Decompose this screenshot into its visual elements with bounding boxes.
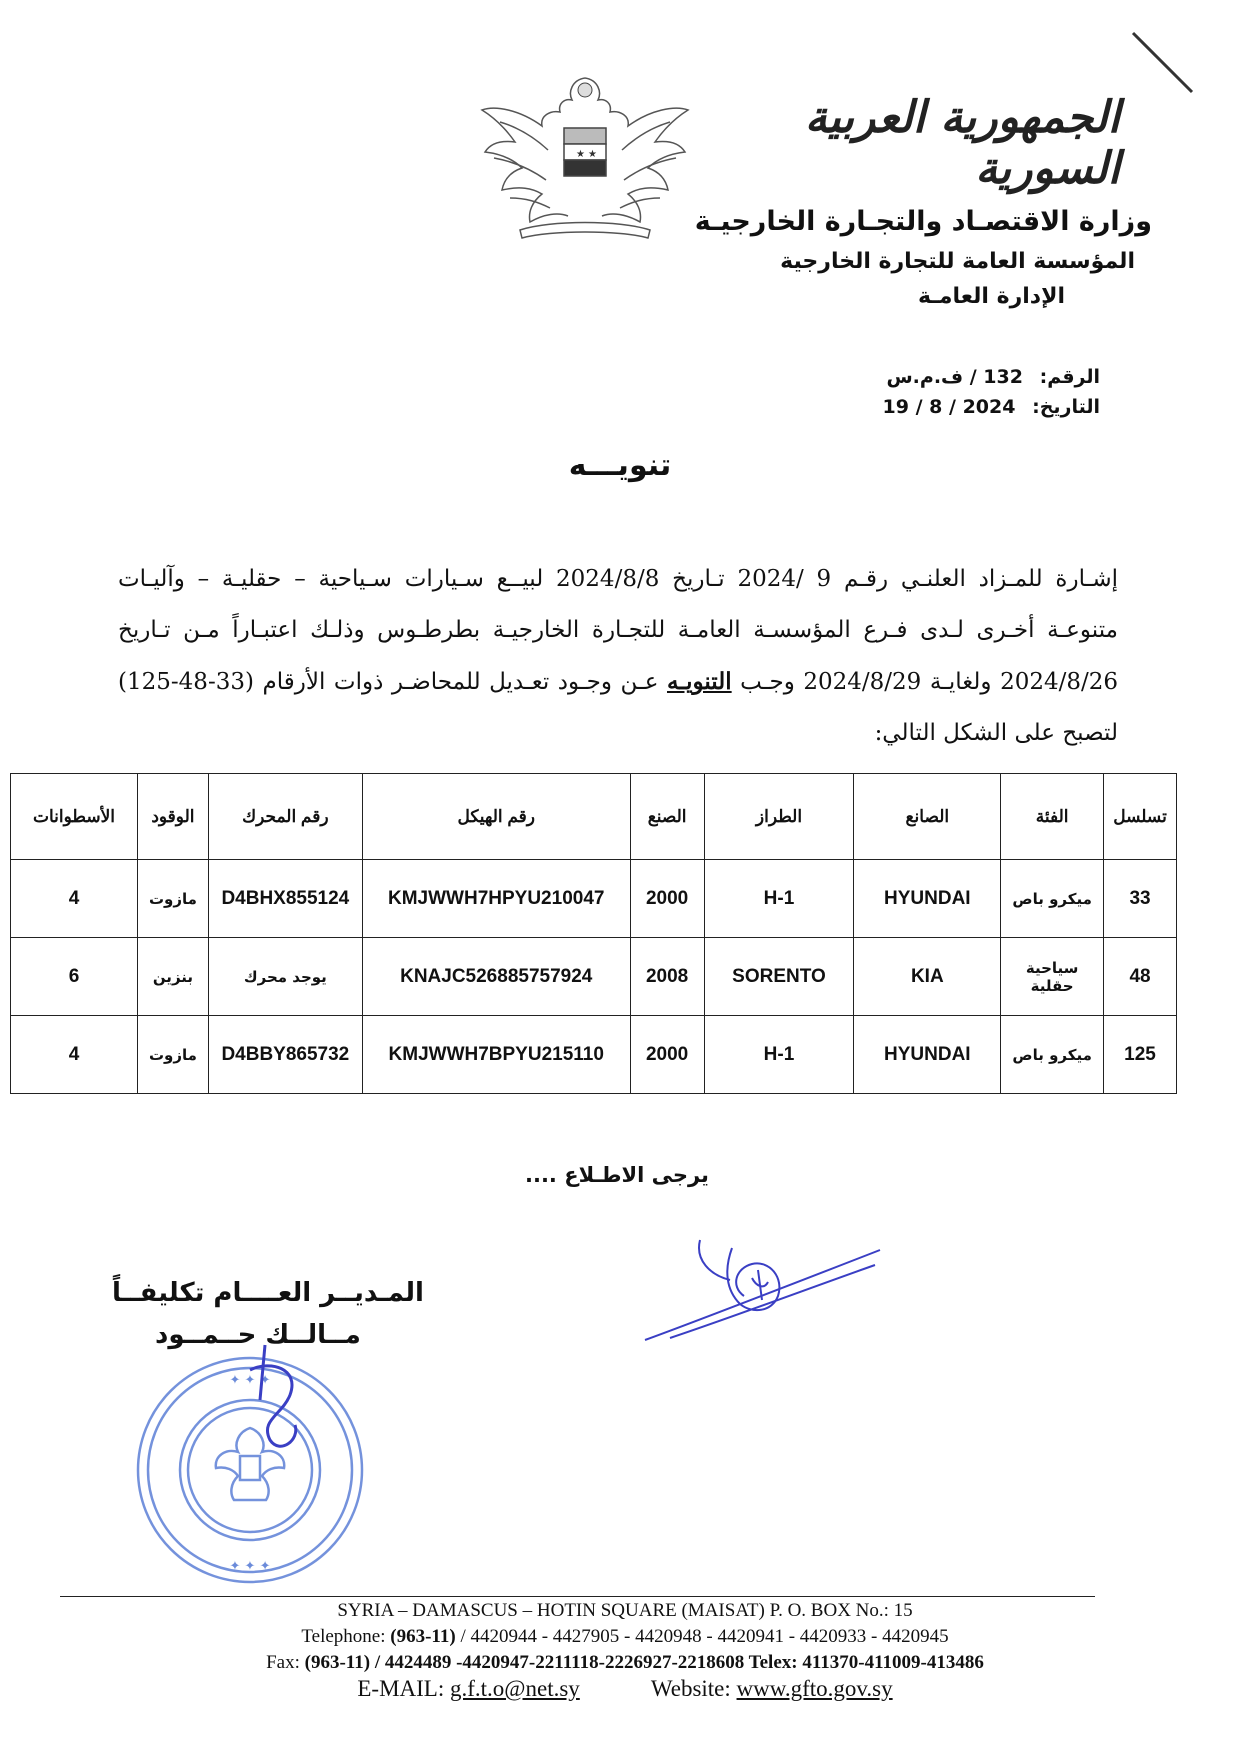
cell-chassis-number: KMJWWH7BPYU215110 (362, 1016, 630, 1094)
header-engine-number: رقم المحرك (208, 774, 362, 860)
body-text-part2: عـن وجـود تعـديل للمحاضـر ذوات الأرقام (33-48-125) لتصبح على الشكل التالي: (118, 669, 1118, 746)
closing-note: يرجى الاطـلاع .... (525, 1163, 709, 1187)
header-chassis-number: رقم الهيكل (362, 774, 630, 860)
table-row (11, 1016, 1177, 1094)
body-highlight: التنويـه (667, 668, 732, 695)
syrian-eagle-emblem (480, 70, 690, 245)
cell-cylinders: 4 (11, 1016, 138, 1094)
header-year: الصنع (630, 774, 704, 860)
cell-chassis-number: KMJWWH7HPYU210047 (362, 860, 630, 938)
email-link[interactable]: g.f.t.o@net.sy (450, 1676, 580, 1701)
cell-fuel: مازوت (137, 1016, 208, 1094)
telephone-code: (963-11) (390, 1626, 456, 1647)
signatory-name: مــالــك حــمــود (155, 1320, 361, 1350)
fax-code: (963-11) (304, 1652, 371, 1673)
telephone-numbers: / 4420944 - 4427905 - 4420948 - 4420941 - 4420933 - 4420945 (455, 1626, 949, 1647)
footer-contact (60, 1676, 1190, 1702)
cell-serial: 33 (1104, 860, 1177, 938)
reference-number-value: 132 / ف.م.س (886, 366, 1023, 388)
footer-address: SYRIA – DAMASCUS – HOTIN SQUARE (MAISAT) P. O. BOX No.: 15 (337, 1600, 913, 1621)
cell-model: SORENTO (704, 938, 854, 1016)
signatory-title: المـديــر العــــام تكليفــاً (112, 1278, 424, 1308)
svg-text:★: ★ (588, 149, 597, 160)
footer-fax (60, 1652, 1190, 1674)
cell-category: ميكرو باص (1001, 1016, 1104, 1094)
cell-chassis-number: KNAJC526885757924 (362, 938, 630, 1016)
cell-engine-number: D4BHX855124 (208, 860, 362, 938)
table-header-row (11, 774, 1177, 860)
header-cylinders: الأسطوانات (11, 774, 138, 860)
reference-number-label: الرقم: (1039, 366, 1100, 388)
body-paragraph (118, 554, 1118, 759)
header-fuel: الوقود (137, 774, 208, 860)
table-row (11, 938, 1177, 1016)
reference-date-label: التاريخ: (1032, 396, 1100, 418)
vehicles-table (10, 773, 1177, 1094)
table-row (11, 860, 1177, 938)
cell-serial: 125 (1104, 1016, 1177, 1094)
cell-serial: 48 (1104, 938, 1177, 1016)
website-label: Website: (650, 1676, 737, 1701)
cell-year: 2000 (630, 860, 704, 938)
cell-category: ميكرو باص (1001, 860, 1104, 938)
signatory-pen-stroke (230, 1340, 320, 1460)
svg-text:★: ★ (576, 149, 585, 160)
reference-number-line (883, 362, 1100, 392)
republic-title: الجمهورية العربية السورية (804, 92, 1120, 194)
cell-manufacturer: HYUNDAI (854, 860, 1001, 938)
cell-year: 2008 (630, 938, 704, 1016)
cell-category: سياحية حقلية (1001, 938, 1104, 1016)
svg-text:✦ ✦ ✦: ✦ ✦ ✦ (229, 1559, 271, 1574)
footer-telephone (60, 1626, 1190, 1648)
cell-fuel: مازوت (137, 860, 208, 938)
website-link[interactable]: www.gfto.gov.sy (736, 1676, 893, 1701)
cell-cylinders: 4 (11, 860, 138, 938)
cell-model: H-1 (704, 1016, 854, 1094)
cell-model: H-1 (704, 860, 854, 938)
cell-engine-number: يوجد محرك (208, 938, 362, 1016)
cell-manufacturer: HYUNDAI (854, 1016, 1001, 1094)
reference-date-value: 2024 / 8 / 19 (882, 396, 1016, 418)
fax-numbers: / 4424489 -4420947-2211118-2226927-2218608 Telex: 411370-411009-413486 (370, 1652, 984, 1673)
ministry-name: وزارة الاقتصـاد والتجـارة الخارجيـة (694, 206, 1152, 237)
establishment-name: المؤسسة العامة للتجارة الخارجية (780, 249, 1135, 274)
header-serial: تسلسل (1104, 774, 1177, 860)
directorate-name: الإدارة العامـة (917, 284, 1065, 309)
svg-text:✦ ✦ ✦: ✦ ✦ ✦ (229, 1373, 271, 1388)
cell-engine-number: D4BBY865732 (208, 1016, 362, 1094)
handwritten-signature (640, 1230, 885, 1350)
reference-date-line (883, 392, 1100, 422)
cell-year: 2000 (630, 1016, 704, 1094)
body-text-part1: إشـارة للمـزاد العلنـي رقـم 9 /2024 تـاريخ 2024/8/8 لبيــع سـيارات سـياحية – حقليـة – وآليـات متنوعـة أخـرى لـدى فـرع المؤسسـة العامـة للتجـارة الخارجيـة بطرطـوس وذلـك اعتبـاراً مـن تـاريخ 2024/8/26 ولغايـة 2024/8/29 وجـب (118, 566, 1118, 695)
header-manufacturer: الصانع (854, 774, 1001, 860)
fax-label: Fax: (266, 1652, 305, 1673)
footer-divider (60, 1596, 1095, 1597)
reference-block (883, 362, 1100, 422)
email-label: E-MAIL: (357, 1676, 450, 1701)
cell-fuel: بنزين (137, 938, 208, 1016)
telephone-label: Telephone: (301, 1626, 391, 1647)
cell-manufacturer: KIA (854, 938, 1001, 1016)
cell-cylinders: 6 (11, 938, 138, 1016)
header-category: الفئة (1001, 774, 1104, 860)
header-model: الطراز (704, 774, 854, 860)
corner-pen-mark (1130, 30, 1200, 100)
document-title: تنويـــه (568, 448, 672, 483)
